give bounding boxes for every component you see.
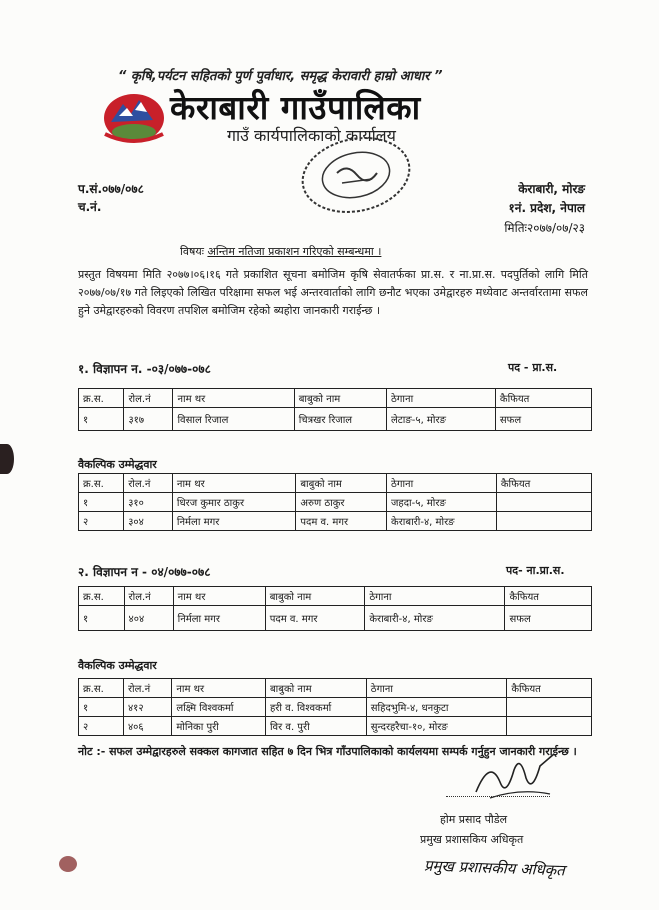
table-cell: पदम व. मगर: [265, 606, 365, 631]
ink-blot-left: [0, 444, 14, 474]
section-2-heading: २. विज्ञापन न - ०४/०७७-०७८: [78, 565, 211, 579]
table-header-cell: बाबुको नाम: [265, 587, 365, 606]
table-cell: पदम व. मगर: [296, 512, 387, 531]
table-header-cell: क्र.स.: [79, 389, 124, 408]
table-cell: लेटाङ-५, मोरङ: [386, 408, 495, 431]
table-header-cell: क्र.स.: [79, 679, 124, 698]
table-cell: [496, 493, 591, 512]
table-cell: लक्ष्मि विश्वकर्मा: [172, 698, 266, 717]
table-cell: केराबारी-४, मोरङ: [387, 512, 497, 531]
note-text: नोट :- सफल उम्मेद्वारहरुले सक्कल कागजात सहित ७ दिन भित्र गाँउपालिकाको कार्यलयमा सम्पर्क गर्नुहुन जानकारी गराईन्छ ।: [78, 745, 577, 758]
letter-date: मितिः२०७७/०७/२३: [504, 221, 585, 235]
table-header-cell: कैफियत: [496, 474, 591, 493]
motto: “ कृषि,पर्यटन सहितको पुर्ण पुर्वाधार, समृद्ध केरावारी हाम्रो आधार ”: [118, 69, 443, 84]
subject-line: [180, 244, 381, 259]
table-header-cell: ठेगाना: [365, 587, 505, 606]
table-header-cell: बाबुको नाम: [294, 389, 386, 408]
address-line-2: १नं. प्रदेश, नेपाल: [508, 201, 585, 215]
table-cell: २: [79, 717, 124, 736]
table-row: [79, 493, 592, 512]
table-cell: मोनिका पुरी: [172, 717, 266, 736]
table-header-cell: नाम थर: [172, 474, 295, 493]
table-cell: ३०४: [124, 512, 173, 531]
section-1-result-table: [78, 388, 592, 431]
table-cell: केराबारी-४, मोरङ: [365, 606, 505, 631]
signatory-designation: प्रमुख प्रशासकिय अधिकृत: [420, 833, 524, 846]
section-2-result-table: [78, 586, 592, 631]
reference-number: प.सं.०७७/०७८: [78, 182, 144, 196]
ink-blot-bottom: [59, 856, 77, 872]
table-row: [79, 717, 592, 736]
letter-body: प्रस्तुत विषयमा मिति २०७७।०६।१६ गते प्रकाशित सूचना बमोजिम कृषि सेवातर्फका प्रा.स. र ना.प्रा.स. पदपुर्तिको लागि मिति २०७७/०७/१७ गते लिइएको लिखित परिक्षामा सफल भई अन्तरवार्ताको लागि छनौट भएका उमेद्वारहरु मध्येवाट अन्तर्वारतामा सफल हुने उमेद्वारहरुको विवरण तपशिल बमोजिम रहेको ब्यहोरा जानकारी गराईन्छ ।: [78, 268, 588, 317]
table-cell: १: [79, 493, 124, 512]
table-header-cell: रोल.नं: [124, 587, 173, 606]
table-cell: १: [79, 698, 124, 717]
table-cell: १: [79, 606, 125, 631]
table-row: [79, 698, 592, 717]
section-1-post: पद - प्रा.स.: [508, 361, 558, 374]
table-cell: अरुण ठाकुर: [296, 493, 387, 512]
signature-line: [446, 796, 550, 797]
section-2-alternate-heading: वैकल्पिक उम्मेद्धवार: [78, 659, 157, 672]
table-cell: चित्रखर रिजाल: [294, 408, 386, 431]
table-cell: २: [79, 512, 124, 531]
table-header-row: [79, 474, 592, 493]
section-1-alternate-heading: वैकल्पिक उम्मेद्धवार: [78, 458, 157, 471]
organization-name: केराबारी गाउँपालिका: [170, 88, 421, 127]
table-cell: सहिदभुमि-४, धनकुटा: [366, 698, 507, 717]
table-header-cell: नाम थर: [173, 587, 265, 606]
table-cell: विसाल रिजाल: [173, 408, 294, 431]
office-seal-stamp: [297, 133, 415, 217]
table-cell: जहदा-५, मोरङ: [387, 493, 497, 512]
signatory-name: होम प्रसाद पौडेल: [440, 813, 508, 826]
table-cell: ४०६: [123, 717, 171, 736]
table-cell: [507, 698, 592, 717]
table-header-row: [79, 389, 592, 408]
table-cell: सुन्दरहरैचा-१०, मोरङ: [366, 717, 507, 736]
subject-label: विषयः: [180, 245, 204, 258]
table-header-cell: रोल.नं: [123, 679, 171, 698]
table-cell: निर्मला मगर: [172, 512, 295, 531]
table-header-cell: ठेगाना: [366, 679, 507, 698]
table-header-cell: ठेगाना: [386, 389, 495, 408]
table-cell: ३१०: [124, 493, 173, 512]
table-header-cell: रोल.नं: [124, 389, 173, 408]
section-2-alternate-table: [78, 678, 592, 736]
address-line-1: केराबारी, मोरङ: [518, 182, 585, 196]
table-cell: १: [79, 408, 124, 431]
dispatch-number: च.नं.: [78, 200, 102, 214]
table-row: [79, 408, 592, 431]
subject-text: अन्तिम नतिजा प्रकाशन गरिएको सम्बन्धमा ।: [207, 245, 382, 258]
table-header-cell: नाम थर: [173, 389, 294, 408]
table-header-cell: कैफियत: [505, 587, 592, 606]
government-emblem-logo: [97, 86, 171, 146]
section-1-heading: १. विज्ञापन न. -०३/०७७-०७८: [78, 362, 211, 376]
handwritten-designation: प्रमुख प्रशासकीय अधिकृत: [423, 856, 566, 880]
table-header-cell: कैफियत: [495, 389, 591, 408]
table-cell: [507, 717, 592, 736]
table-cell: धिरज कुमार ठाकुर: [172, 493, 295, 512]
section-2-post: पद- ना.प्रा.स.: [506, 564, 565, 577]
table-cell: विर व. पुरी: [265, 717, 366, 736]
table-header-cell: बाबुको नाम: [296, 474, 387, 493]
office-name: गाउँ कार्यपालिकाको कार्यालय: [227, 126, 396, 145]
table-cell: ४१२: [123, 698, 171, 717]
table-row: [79, 606, 592, 631]
table-header-row: [79, 679, 592, 698]
table-cell: हरी व. विश्वकर्मा: [265, 698, 366, 717]
table-header-cell: कैफियत: [507, 679, 592, 698]
table-row: [79, 512, 592, 531]
table-header-cell: बाबुको नाम: [265, 679, 366, 698]
table-cell: ४०४: [124, 606, 173, 631]
table-header-cell: क्र.स.: [79, 474, 124, 493]
section-1-alternate-table: [78, 473, 592, 531]
table-cell: ३१७: [124, 408, 173, 431]
table-header-cell: नाम थर: [172, 679, 266, 698]
table-header-cell: क्र.स.: [79, 587, 125, 606]
table-cell: [496, 512, 591, 531]
table-cell: सफल: [505, 606, 592, 631]
table-cell: निर्मला मगर: [173, 606, 265, 631]
table-header-row: [79, 587, 592, 606]
table-header-cell: ठेगाना: [387, 474, 497, 493]
table-cell: सफल: [495, 408, 591, 431]
table-header-cell: रोल.नं: [124, 474, 173, 493]
